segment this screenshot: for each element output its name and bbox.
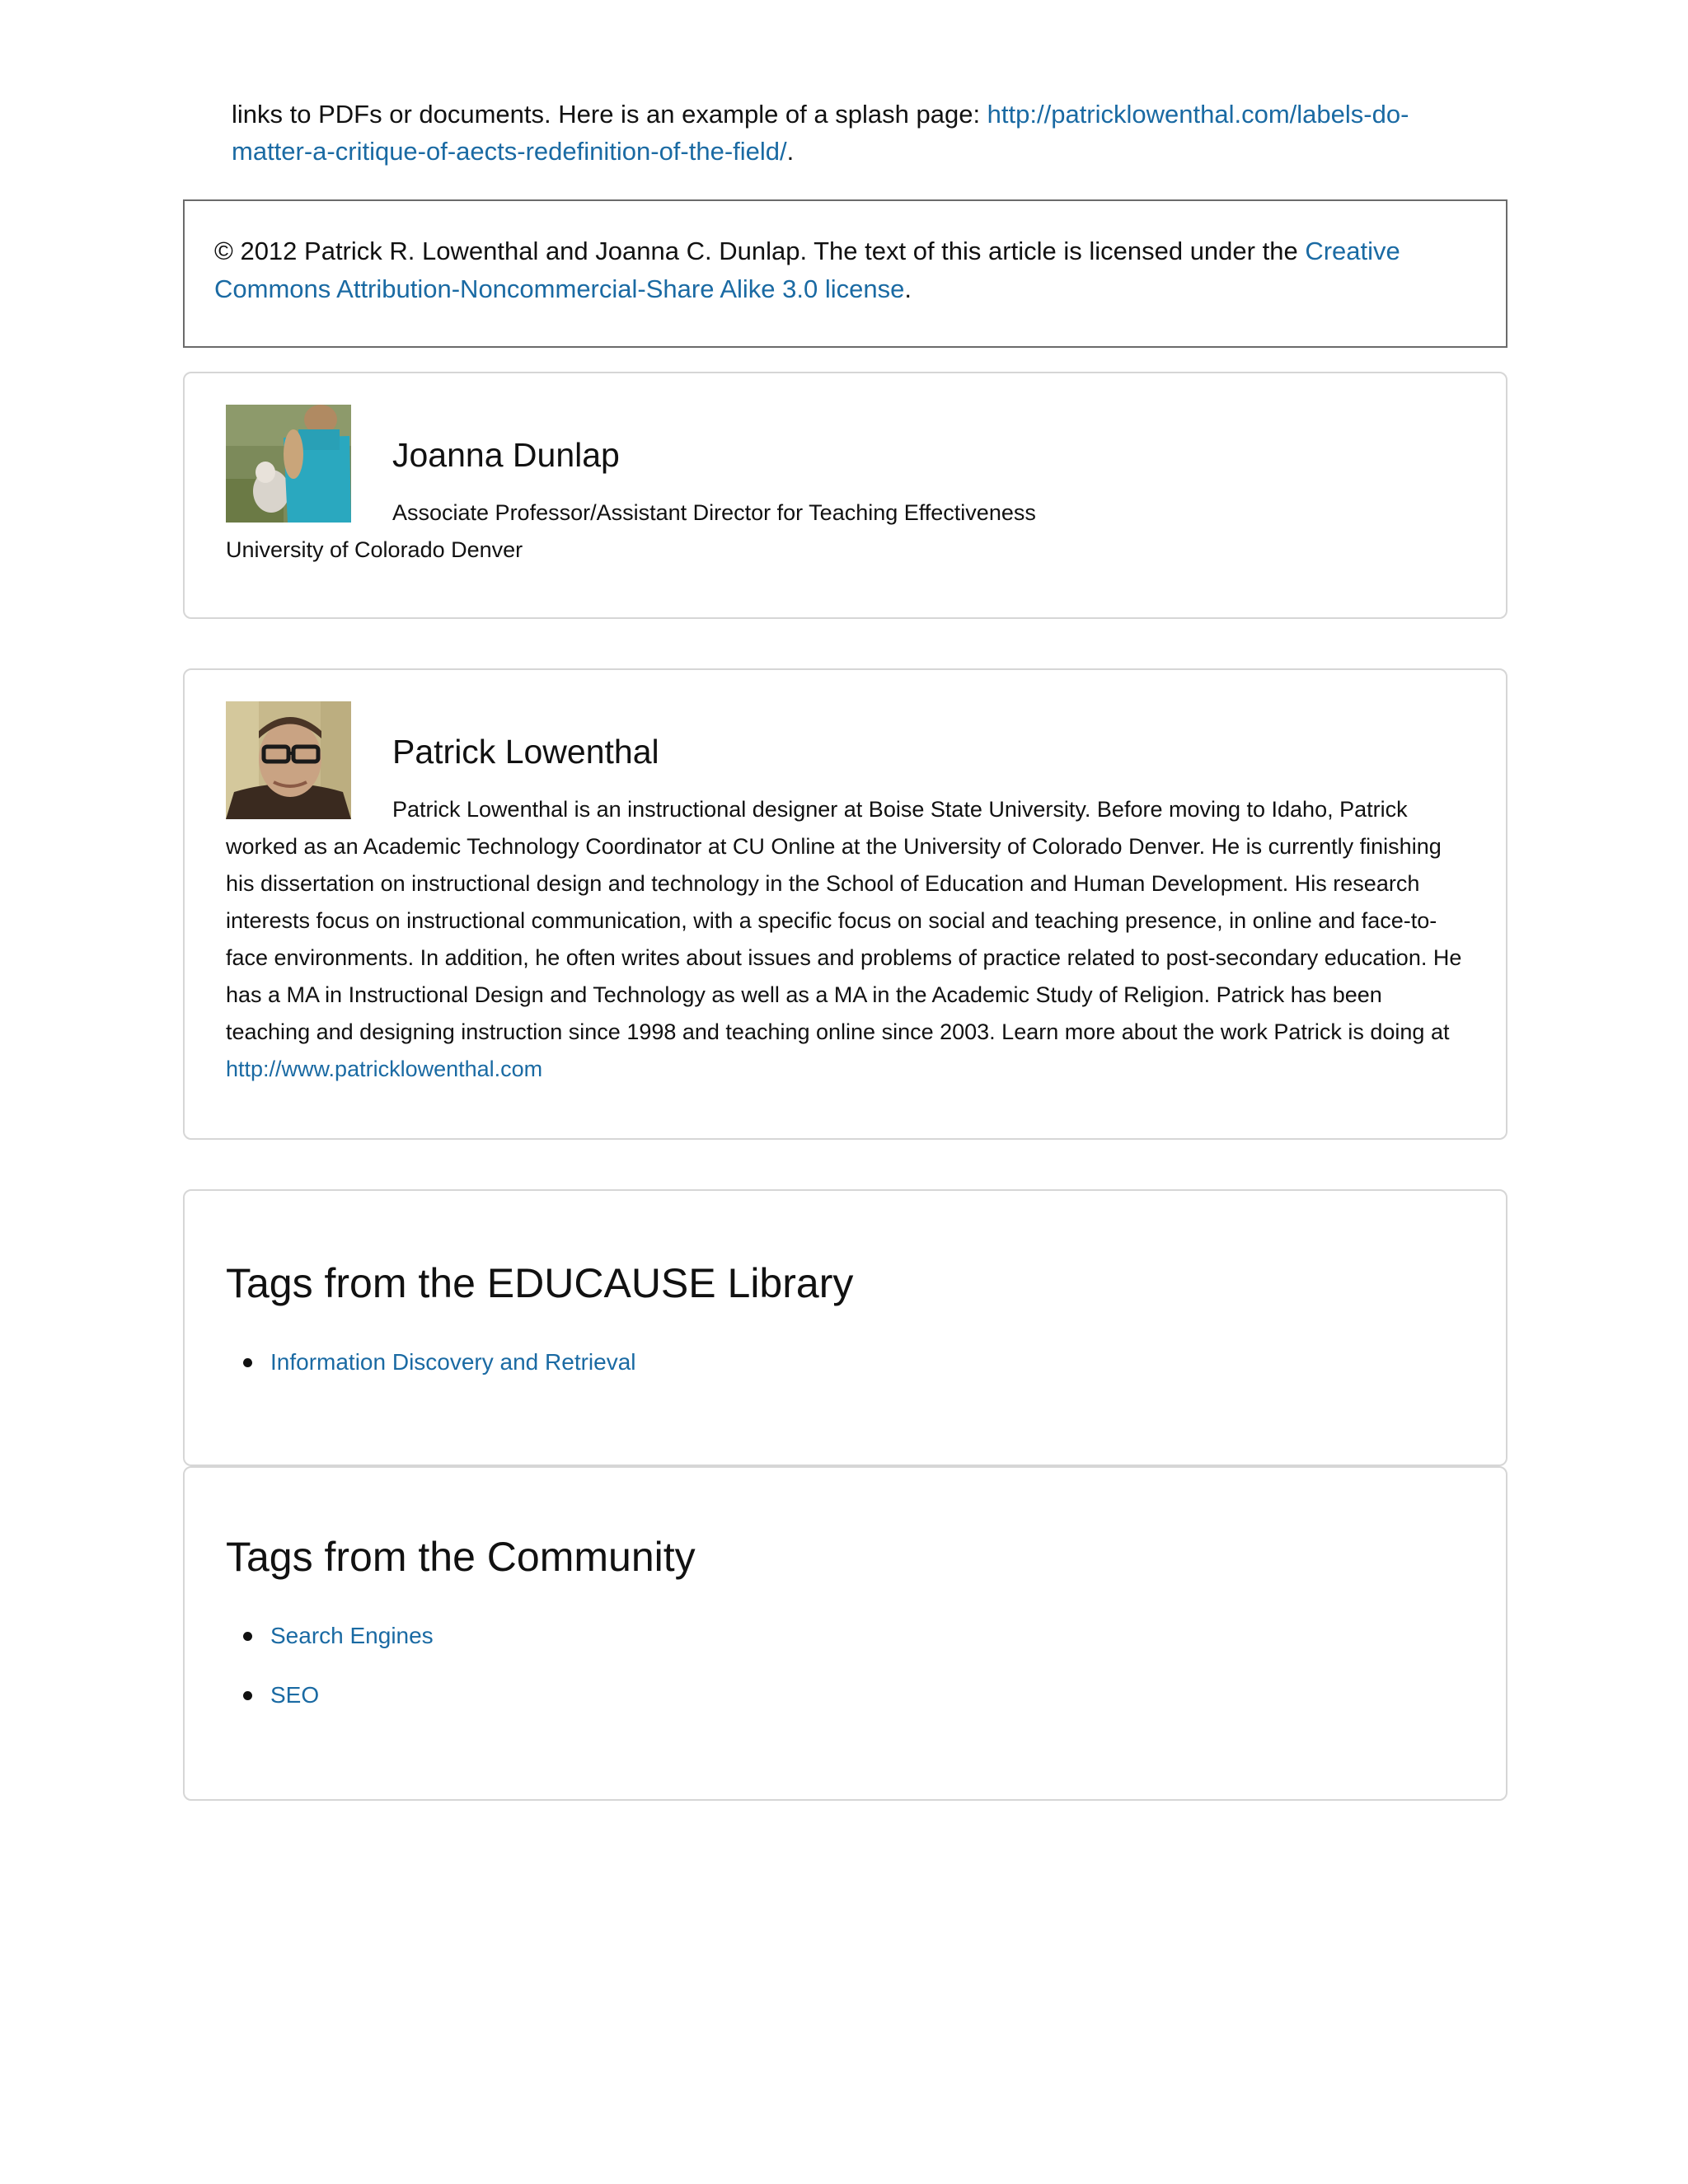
list-item [226,1621,434,1680]
list-item [226,1680,434,1740]
list-item [226,1347,636,1407]
license-period: . [904,274,912,303]
author-title: Associate Professor/Assistant Director for Teaching Effectiveness [392,500,1036,525]
license-link[interactable]: Creative Commons Attribution-Noncommercial-Share Alike 3.0 license [214,237,1400,303]
tag-list [226,1347,636,1407]
bio-text: Patrick Lowenthal is an instructional designer at Boise State University. Before moving to Idaho, Patrick worked as an Academic Technology Coordinator at CU Online at the University of Colorado Denver. He is currently finishing his dissertation on instructional design and technology in the School of Education and Human Development. His research interests focus on instructional communication, with a specific focus on social and teaching presence, in online and face-to-face environments. In addition, he often writes about issues and problems of practice related to post-secondary education. He has a MA in Instructional Design and Technology as well as a MA in the Academic Study of Religion. Patrick has been teaching and designing instruction since 1998 and teaching online since 2003. Learn more about the work Patrick is doing at [226,797,1462,1044]
joanna-photo-icon [226,405,351,523]
tag-link-search-engines[interactable]: Search Engines [270,1623,434,1648]
intro-period: . [786,137,795,166]
author-affiliation: University of Colorado Denver [226,537,523,562]
bullet-icon [243,1691,252,1700]
author-name: Patrick Lowenthal [392,733,659,771]
tags-heading: Tags from the Community [226,1534,696,1580]
author-card-patrick [183,668,1507,1140]
educause-library-tags-card [183,1189,1507,1466]
author-website-link[interactable]: http://www.patricklowenthal.com [226,1057,543,1081]
splash-page-link[interactable]: http://patricklowenthal.com/labels-do-matter-a-critique-of-aects-redefinition-of-the-field/ [232,100,1409,166]
tag-link-seo[interactable]: SEO [270,1682,320,1708]
intro-paragraph [232,96,1468,170]
intro-text: links to PDFs or documents. Here is an example of a splash page: [232,100,987,129]
bullet-icon [243,1358,252,1367]
author-bio [226,791,1470,1088]
author-name: Joanna Dunlap [392,436,620,474]
tag-list [226,1621,434,1740]
license-box [183,199,1507,348]
tag-link-information-discovery[interactable]: Information Discovery and Retrieval [270,1349,636,1375]
bullet-icon [243,1632,252,1641]
license-text: © 2012 Patrick R. Lowenthal and Joanna C. Dunlap. The text of this article is licensed under the [214,237,1306,265]
author-card-joanna [183,372,1507,619]
tags-heading: Tags from the EDUCAUSE Library [226,1260,854,1306]
avatar [226,405,351,523]
community-tags-card [183,1466,1507,1801]
